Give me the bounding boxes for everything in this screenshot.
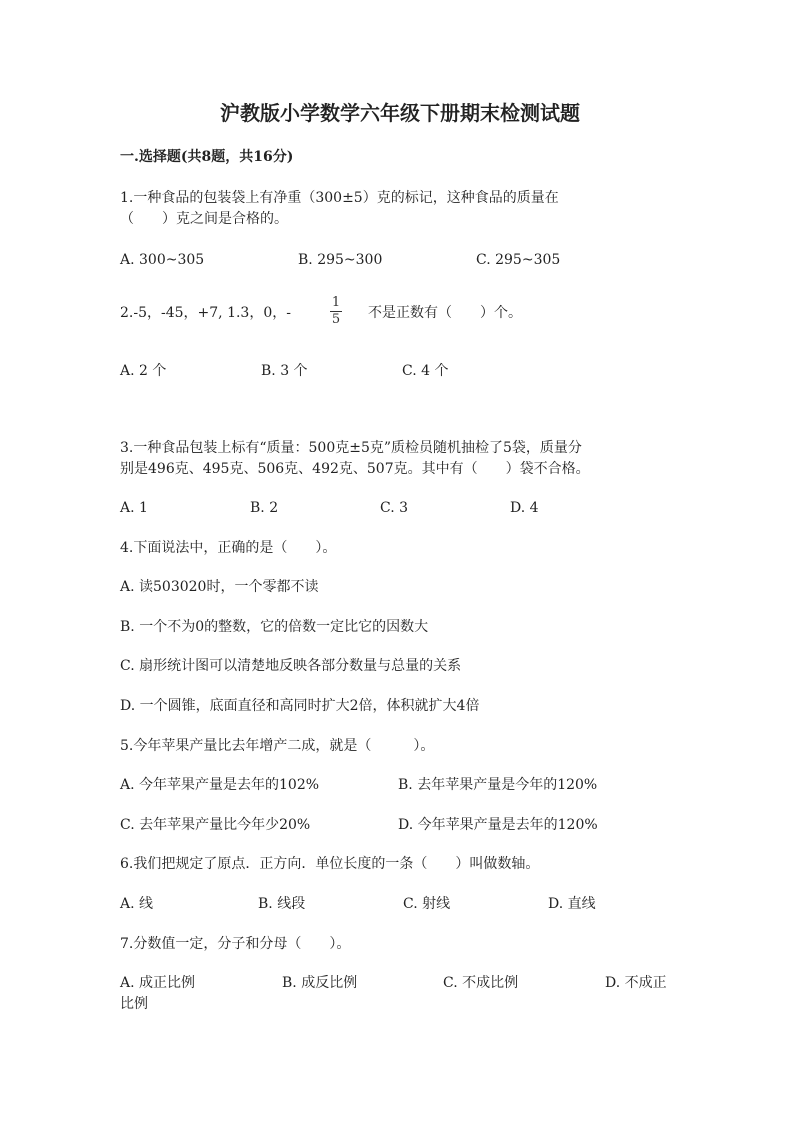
q4-option-b[interactable]: B. 一个不为0的整数，它的倍数一定比它的因数大 bbox=[120, 619, 429, 635]
q1-option-b[interactable]: B. 295~300 bbox=[298, 252, 383, 268]
section-heading: 一.选择题(共8题，共16分) bbox=[120, 149, 294, 165]
q6-option-b[interactable]: B. 线段 bbox=[258, 896, 306, 912]
fraction-numerator: 1 bbox=[331, 295, 341, 310]
question-2-suffix: 不是正数有（ ）个。 bbox=[368, 305, 522, 321]
q2-option-c[interactable]: C. 4 个 bbox=[402, 363, 449, 379]
q2-option-b[interactable]: B. 3 个 bbox=[261, 363, 308, 379]
q3-option-b[interactable]: B. 2 bbox=[250, 500, 279, 516]
question-1-line-1: 1.一种食品的包装袋上有净重（300±5）克的标记，这种食品的质量在 bbox=[120, 190, 559, 206]
q6-option-c[interactable]: C. 射线 bbox=[403, 896, 451, 912]
q2-option-a[interactable]: A. 2 个 bbox=[120, 363, 167, 379]
q5-option-c[interactable]: C. 去年苹果产量比今年少20% bbox=[120, 817, 311, 833]
question-1-line-2: （ ）克之间是合格的。 bbox=[120, 211, 288, 227]
fraction-one-fifth bbox=[330, 296, 342, 327]
q3-option-c[interactable]: C. 3 bbox=[380, 500, 409, 516]
q7-option-b[interactable]: B. 成反比例 bbox=[282, 975, 358, 991]
q3-option-d[interactable]: D. 4 bbox=[510, 500, 539, 516]
page-title: 沪教版小学数学六年级下册期末检测试题 bbox=[220, 101, 580, 125]
question-6-stem: 6.我们把规定了原点．正方向．单位长度的一条（ ）叫做数轴。 bbox=[120, 856, 540, 872]
q7-option-a[interactable]: A. 成正比例 bbox=[120, 975, 196, 991]
q6-option-d[interactable]: D. 直线 bbox=[548, 896, 596, 912]
q4-option-a[interactable]: A. 读503020时，一个零都不读 bbox=[120, 579, 319, 595]
question-3-line-1: 3.一种食品包装上标有“质量：500克±5克”质检员随机抽检了5袋，质量分 bbox=[120, 440, 582, 456]
question-2-prefix: 2.-5，-45，+7, 1.3，0，- bbox=[120, 305, 291, 321]
q5-option-b[interactable]: B. 去年苹果产量是今年的120% bbox=[398, 777, 598, 793]
question-3-line-2: 别是496克、495克、506克、492克、507克。其中有（ ）袋不合格。 bbox=[120, 461, 590, 477]
q1-option-a[interactable]: A. 300~305 bbox=[120, 252, 205, 268]
q1-option-c[interactable]: C. 295~305 bbox=[476, 252, 561, 268]
q5-option-a[interactable]: A. 今年苹果产量是去年的102% bbox=[120, 777, 320, 793]
question-4-stem: 4.下面说法中，正确的是（ ）。 bbox=[120, 540, 337, 556]
q6-option-a[interactable]: A. 线 bbox=[120, 896, 154, 912]
fraction-denominator: 5 bbox=[331, 312, 341, 327]
question-5-stem: 5.今年苹果产量比去年增产二成，就是（ ）。 bbox=[120, 738, 435, 754]
q7-option-d[interactable]: D. 不成正 bbox=[605, 975, 667, 991]
q4-option-d[interactable]: D. 一个圆锥，底面直径和高同时扩大2倍，体积就扩大4倍 bbox=[120, 698, 480, 714]
q5-option-d[interactable]: D. 今年苹果产量是去年的120% bbox=[398, 817, 598, 833]
q7-option-d-continued: 比例 bbox=[120, 996, 148, 1012]
question-7-stem: 7.分数值一定，分子和分母（ ）。 bbox=[120, 936, 351, 952]
q7-option-c[interactable]: C. 不成比例 bbox=[443, 975, 519, 991]
q4-option-c[interactable]: C. 扇形统计图可以清楚地反映各部分数量与总量的关系 bbox=[120, 658, 462, 674]
q3-option-a[interactable]: A. 1 bbox=[120, 500, 148, 516]
